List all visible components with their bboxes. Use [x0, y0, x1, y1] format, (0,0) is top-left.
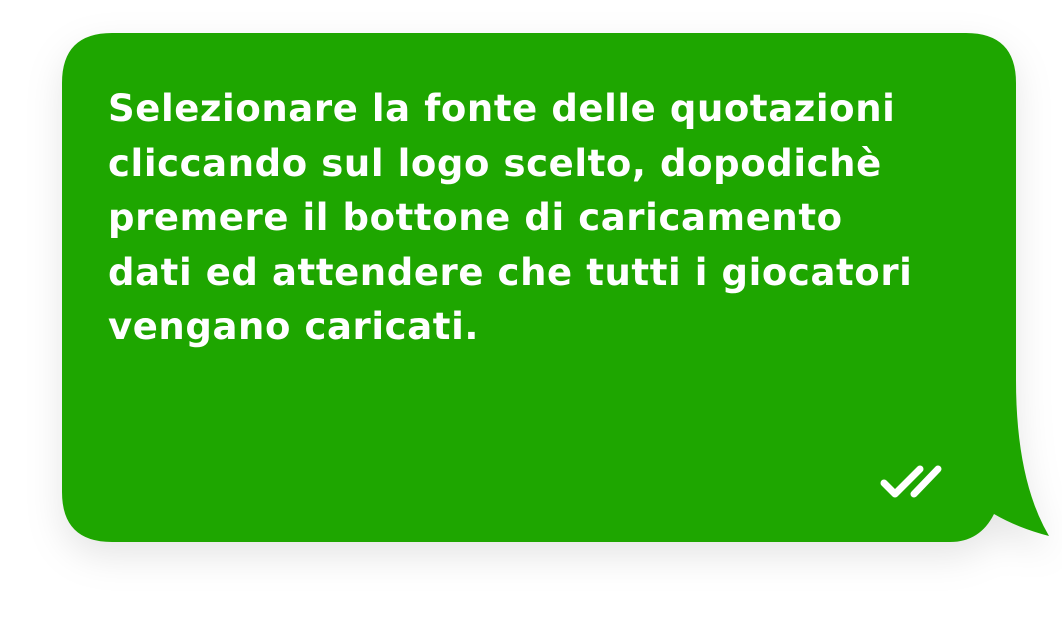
message-text: Selezionare la fonte delle quotazioni cliccando sul logo scelto, dopodichè premere il bottone di caricamento dati ed attendere che tutti i giocatori vengano caricati.: [108, 87, 913, 348]
double-check-icon: [878, 461, 962, 501]
